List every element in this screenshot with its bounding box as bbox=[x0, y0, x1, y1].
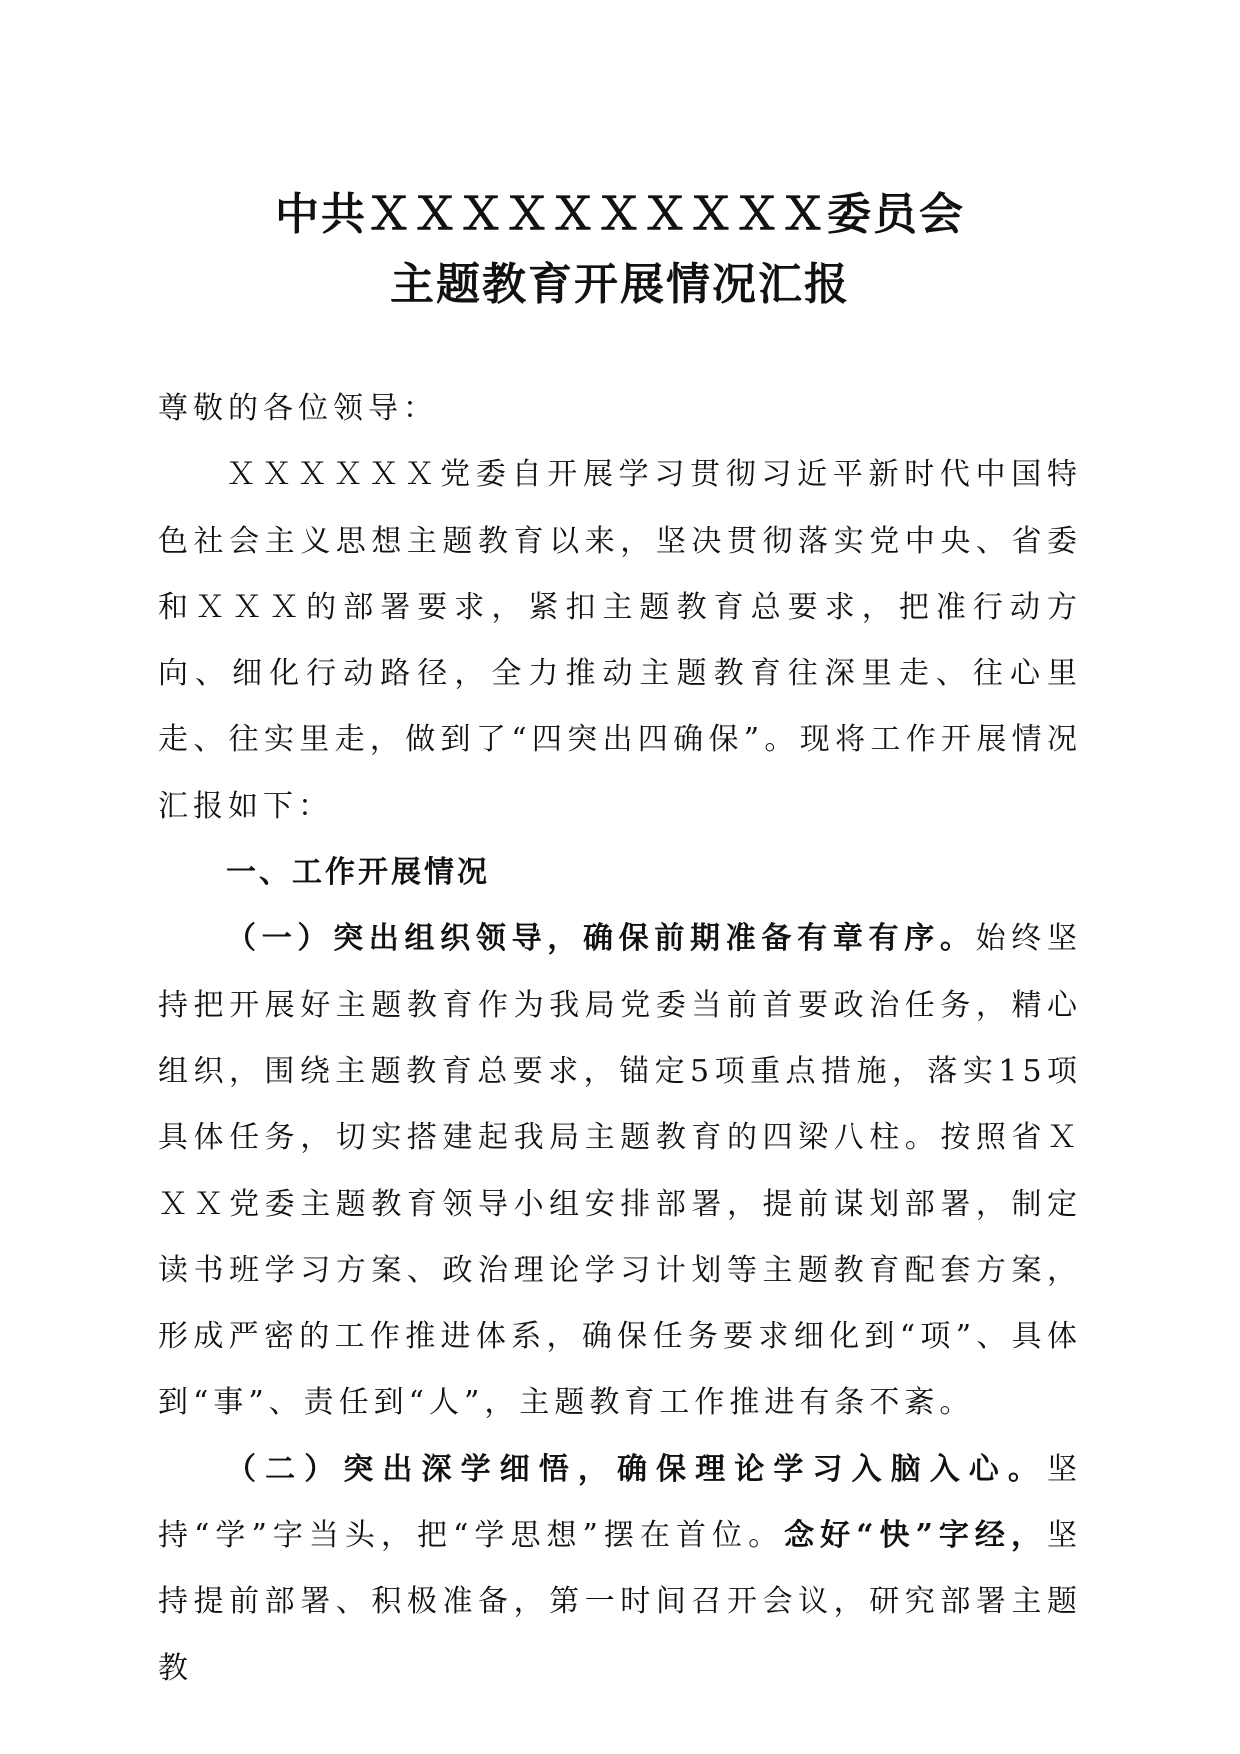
salutation: 尊敬的各位领导： bbox=[158, 391, 438, 426]
item-1-text: 始终坚持把开展好主题教育作为我局党委当前首要政治任务，精心组织，围绕主题教育总要求，锚定5项重点措施，落实15项具体任务，切实搭建起我局主题教育的四梁八柱。按照省ＸＸＸ党委主题教育领导小组安排部署，提前谋划部署，制定读书班学习方案、政治理论学习计划等主题教育配套方案，形成严密的工作推进体系，确保任务要求细化到“项”、具体到“事”、责任到“人”，主题教育工作推进有条不紊。 bbox=[158, 921, 1083, 1421]
section-heading-1: 一、工作开展情况 bbox=[226, 855, 490, 891]
item-2-emphasis: 念好“快”字经， bbox=[784, 1518, 1047, 1554]
title-line-2: 主题教育开展情况汇报 bbox=[390, 259, 850, 310]
title-line-1: 中共ＸＸＸＸＸＸＸＸＸＸ委员会 bbox=[275, 189, 965, 240]
document-body bbox=[158, 376, 1082, 1702]
item-2-text-b: 坚持提前部署、积极准备，第一时间召开会议，研究部署主题教 bbox=[158, 1518, 1082, 1686]
paragraph-item-1 bbox=[158, 906, 1082, 1436]
document-title bbox=[0, 180, 1240, 320]
item-1-lead: （一）突出组织领导，确保前期准备有章有序。 bbox=[226, 921, 976, 957]
paragraph-item-2 bbox=[158, 1437, 1082, 1702]
item-2-text-a: 坚持“学”字当头，把“学思想”摆在首位。 bbox=[158, 1451, 1082, 1554]
intro-paragraph: ＸＸＸＸＸＸ党委自开展学习贯彻习近平新时代中国特色社会主义思想主题教育以来，坚决贯彻落实党中央、省委和ＸＸＸ的部署要求，紧扣主题教育总要求，把准行动方向、细化行动路径，全力推动主题教育往深里走、往心里走、往实里走，做到了“四突出四确保”。现将工作开展情况汇报如下： bbox=[158, 457, 1082, 824]
item-2-lead: （二）突出深学细悟，确保理论学习入脑入心。 bbox=[226, 1451, 1047, 1487]
